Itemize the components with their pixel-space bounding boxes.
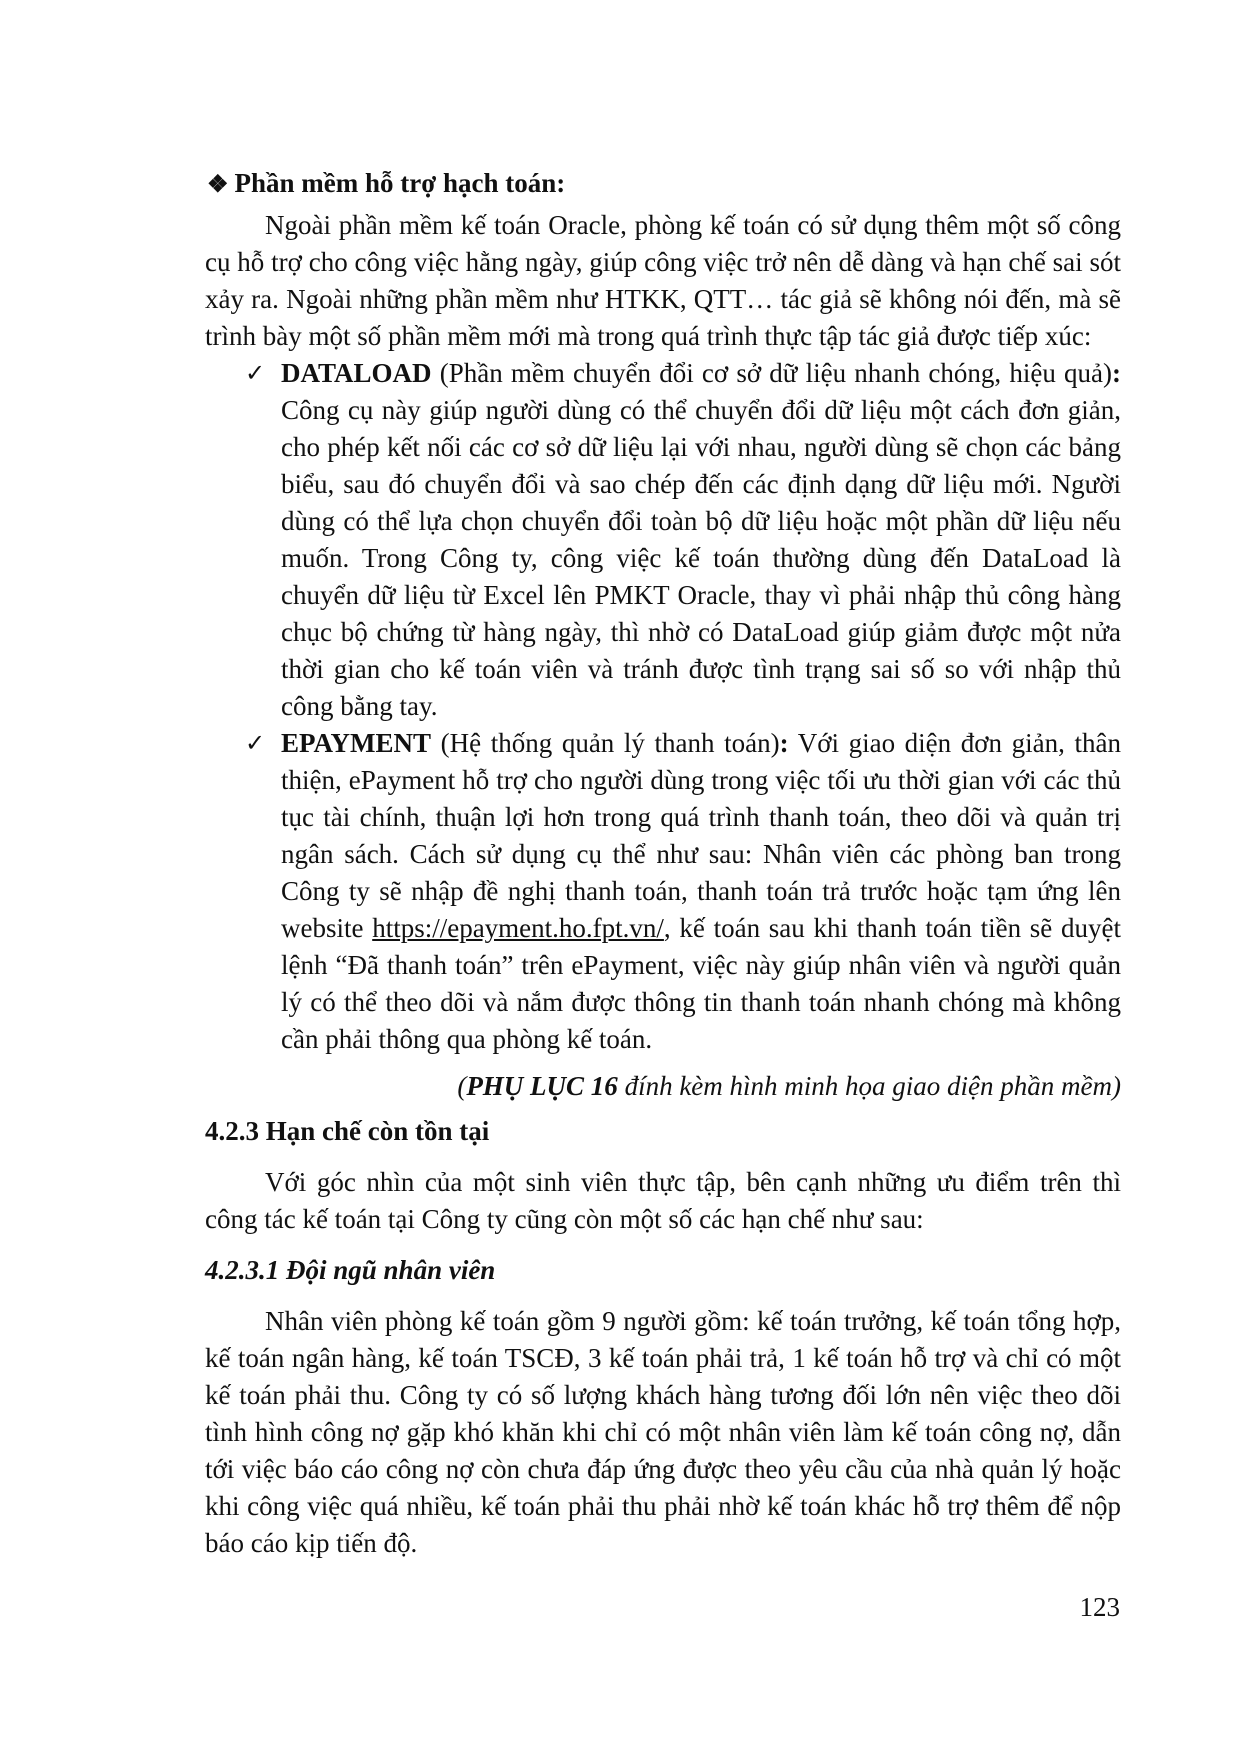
tool-description: (Phần mềm chuyển đổi cơ sở dữ liệu nhanh chóng, hiệu quả) — [431, 358, 1112, 388]
section-heading — [205, 165, 1121, 204]
tool-colon: : — [1112, 358, 1121, 388]
list-item-epayment — [205, 725, 1121, 1058]
limits-intro: Với góc nhìn của một sinh viên thực tập, bên cạnh những ưu điểm trên thì công tác kế toán tại Công ty cũng còn một số các hạn chế như sau: — [205, 1167, 1121, 1234]
staff-paragraph: Nhân viên phòng kế toán gồm 9 người gồm: kế toán trưởng, kế toán tổng hợp, kế toán ngân hàng, kế toán TSCĐ, 3 kế toán phải trả, 1 kế toán hỗ trợ và chỉ có một kế toán phải thu. Công ty có số lượng khách hàng tương đối lớn nên việc theo dõi tình hình công nợ gặp khó khăn khi chỉ có một nhân viên làm kế toán công nợ, dẫn tới việc báo cáo công nợ còn chưa đáp ứng được theo yêu cầu của nhà quản lý hoặc khi công việc quá nhiều, kế toán phải thu phải nhờ kế toán khác hỗ trợ thêm để nộp báo cáo kịp tiến độ. — [205, 1306, 1121, 1558]
epayment-link[interactable]: https://epayment.ho.fpt.vn/ — [372, 913, 664, 943]
list-item-dataload — [205, 355, 1121, 725]
tool-body: Công cụ này giúp người dùng có thể chuyển đổi dữ liệu một cách đơn giản, cho phép kết nối các cơ sở dữ liệu lại với nhau, người dùng sẽ chọn các bảng biểu, sau đó chuyển đổi và sao chép đến các định dạng dữ liệu mới. Người dùng có thể lựa chọn chuyển đổi toàn bộ dữ liệu hoặc một phần dữ liệu nếu muốn. Trong Công ty, công việc kế toán thường dùng đến DataLoad là chuyển dữ liệu từ Excel lên PMKT Oracle, thay vì phải nhập thủ công hàng chục bộ chứng từ hàng ngày, thì nhờ có DataLoad giúp giảm được một nửa thời gian cho kế toán viên và tránh được tình trạng sai số so với nhập thủ công bằng tay. — [281, 395, 1121, 721]
tool-colon: : — [779, 728, 789, 758]
section-title: Phần mềm hỗ trợ hạch toán: — [234, 168, 566, 198]
page-number: 123 — [1079, 1592, 1120, 1622]
tool-name: EPAYMENT — [281, 728, 432, 758]
appendix-note — [205, 1068, 1121, 1105]
limits-heading: 4.2.3 Hạn chế còn tồn tại — [205, 1116, 490, 1146]
tool-body-continued: , kế toán sau khi thanh toán tiền sẽ duyệt lệnh “Đã thanh toán” trên ePayment, việc này giúp nhân viên và người quản lý có thể theo dõi và nắm được thông tin thanh toán nhanh chóng mà không cần phải thông qua phòng kế toán. — [281, 913, 1121, 1054]
tool-description: (Hệ thống quản lý thanh toán) — [431, 728, 780, 758]
checkmark-icon: ✓ — [245, 729, 266, 757]
staff-heading: 4.2.3.1 Đội ngũ nhân viên — [205, 1255, 496, 1285]
diamond-bullet-icon: ❖ — [207, 172, 229, 198]
tool-list — [205, 355, 1121, 1058]
checkmark-icon: ✓ — [245, 359, 266, 387]
appendix-label: PHỤ LỤC 16 — [466, 1071, 618, 1101]
document-page — [205, 165, 1121, 1562]
tool-body: Với giao diện đơn giản, thân thiện, ePayment hỗ trợ cho người dùng trong việc tối ưu thời gian với các thủ tục tài chính, thuận lợi hơn trong quá trình thanh toán, theo dõi và quản trị ngân sách. Cách sử dụng cụ thể như sau: Nhân viên các phòng ban trong Công ty sẽ nhập đề nghị thanh toán, thanh toán trả trước hoặc tạm ứng lên website — [281, 728, 1121, 943]
appendix-open-paren: ( — [457, 1071, 467, 1101]
appendix-text: đính kèm hình minh họa giao diện phần mềm) — [617, 1071, 1121, 1101]
intro-paragraph: Ngoài phần mềm kế toán Oracle, phòng kế toán có sử dụng thêm một số công cụ hỗ trợ cho công việc hằng ngày, giúp công việc trở nên dễ dàng và hạn chế sai sót xảy ra. Ngoài những phần mềm như HTKK, QTT… tác giả sẽ không nói đến, mà sẽ trình bày một số phần mềm mới mà trong quá trình thực tập tác giả được tiếp xúc: — [205, 210, 1121, 351]
tool-name: DATALOAD — [281, 358, 432, 388]
